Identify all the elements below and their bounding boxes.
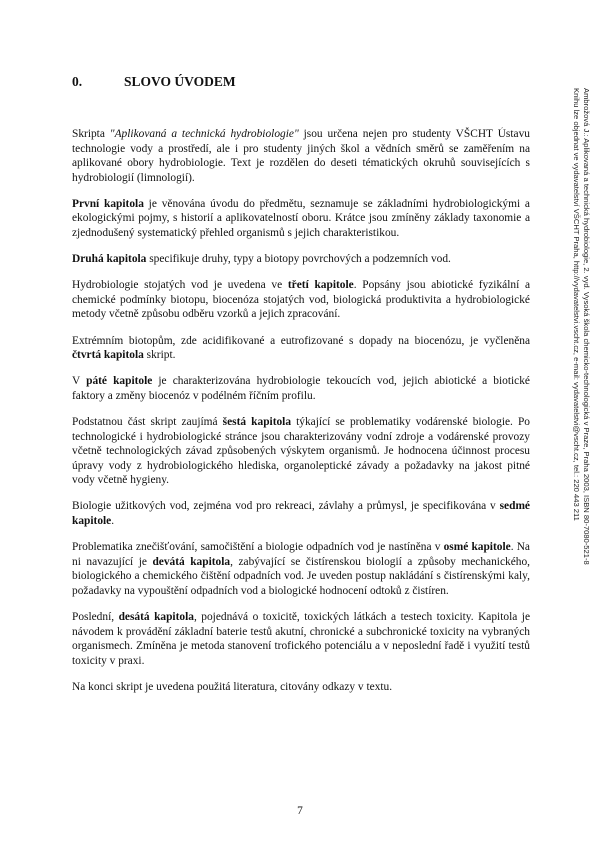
paragraph-intro: [72, 127, 530, 185]
section-title: SLOVO ÚVODEM: [124, 74, 236, 89]
paragraph-closing: [72, 680, 530, 695]
paragraph-text: skript.: [143, 349, 176, 362]
chapter-label: šestá kapitola: [222, 415, 292, 428]
chapter-label: třetí kapitole: [287, 279, 354, 292]
paragraph-chapter-8-9: [72, 540, 530, 598]
paragraph-text: je věnována úvodu do předmětu, seznamuje se základními hydrobiologickými a ekologickými pojmy, s historií a aplikovatelností oboru. Krátce jsou zmíněny základy taxonomie a zjednodušený systematický přehled organismů s jejich charakteristikou.: [72, 197, 530, 240]
paragraph-text: Poslední,: [72, 610, 119, 623]
paragraph-chapter-6: [72, 415, 530, 488]
chapter-label: osmé kapitole: [443, 541, 511, 554]
paragraph-text: Skripta: [72, 128, 110, 140]
chapter-label: sedmé kapitole: [72, 500, 530, 527]
section-number: 0.: [72, 74, 83, 89]
paragraph-chapter-4: [72, 334, 530, 363]
paragraph-text: jsou určena nejen pro studenty VŠCHT Ústavu technologie vody a prostředí, ale i pro studenty jiných škol a vědních směrů se zaměřením na aplikované obory hydrobiologie. Text je rozdělen do deseti tématických okruhů souvisejících s hydrobiologií (limnologií).: [72, 128, 530, 184]
paragraph-text: Hydrobiologie stojatých vod je uvedena ve: [72, 279, 288, 292]
paragraph-text: V: [72, 375, 87, 388]
chapter-label: devátá kapitola: [152, 555, 231, 568]
paragraph-text: . Popsány jsou abiotické fyzikální a chemické podmínky biotopu, biocenóza stojatých vod, biologická produktivita a hydrobiologické metody včetně způsobu odběru vzorků a jejich zpracování.: [72, 279, 531, 321]
paragraph-text: Podstatnou část skript zaujímá: [72, 415, 223, 428]
paragraph-chapter-5: [72, 374, 530, 403]
section-heading: [72, 74, 236, 90]
paragraph-text: , pojednává o toxicitě, toxických látkách a testech toxicity. Kapitola je návodem k provádění základní baterie testů akutní, chronické a subchronické toxicity na vybraných organismech. Zmíněna je metoda stanovení trofického potenciálu a v neposlední řadě i využití testů toxicity v praxi.: [72, 610, 531, 667]
side-citation: [571, 88, 591, 565]
chapter-label: První kapitola: [72, 197, 144, 210]
paragraph-chapter-10: [72, 610, 530, 668]
paragraph-text: . Na ni navazující je: [72, 541, 530, 568]
page-number: 7: [297, 805, 303, 817]
paragraph-chapter-7: [72, 499, 530, 528]
book-title-italic: "Aplikovaná a technická hydrobiologie": [109, 128, 299, 140]
chapter-label: páté kapitole: [86, 375, 153, 388]
paragraph-text: , zabývající se čistírenskou biologií a způsoby mechanického, biologického a chemického čištění odpadních vod. Je uveden postup nakládání s čistírenskými kaly, požadavky na vypouštění odpadních vod a biologické hodnocení odtoků z čistíren.: [72, 555, 530, 597]
chapter-label: desátá kapitola: [118, 610, 194, 623]
paragraph-text: .: [111, 514, 115, 527]
paragraph-text: Extrémním biotopům, zde acidifikované a eutrofizované s dopady na biocenózu, je vyčleněna: [72, 334, 530, 347]
paragraph-chapter-1: [72, 197, 530, 241]
paragraph-text: je charakterizována hydrobiologie tekoucích vod, jejich abiotické a biotické faktory a změny biocenóz v podélném říčním profilu.: [72, 375, 530, 402]
body-text: [72, 127, 530, 706]
paragraph-chapter-3: [72, 278, 530, 322]
chapter-label: Druhá kapitola: [72, 253, 147, 266]
paragraph-chapter-2: [72, 252, 530, 267]
citation-line-1: Ambrožová J.: Aplikovaná a technická hydrobiologie, 2. vyd. Vysoká škola chemicko-technologická v Praze, Praha 2003, ISBN 80-7080-521-8: [582, 88, 591, 565]
paragraph-text: Biologie užitkových vod, zejména vod pro rekreaci, závlahy a průmysl, je specifikována v: [72, 500, 500, 513]
paragraph-text: specifikuje druhy, typy a biotopy povrchových a podzemních vod.: [146, 253, 451, 266]
citation-line-2: Knihu lze objednat ve vydavatelství VŠCHT Praha, http://vydavatelstvi.vscht.cz, e-mail: vydavatelstvi@vscht.cz, tel.: 220 443 211: [572, 88, 581, 521]
paragraph-text: Na konci skript je uvedena použitá literatura, citovány odkazy v textu.: [72, 680, 393, 693]
paragraph-text: Problematika znečišťování, samočištění a biologie odpadních vod je nastíněna v: [72, 541, 444, 554]
paragraph-text: týkající se problematiky vodárenské biologie. Po technologické i hydrobiologické stránce jsou charakterizovány vodní zdroje a vodárenské provozy včetně technologických závad způsobených výskytem organismů. Je hodnocena účinnost procesu úpravy vody z hydrobiologického hlediska, organoleptické závady a požadavky na jakost pitné vody včetně hygieny.: [72, 415, 530, 487]
chapter-label: čtvrtá kapitola: [72, 349, 144, 362]
